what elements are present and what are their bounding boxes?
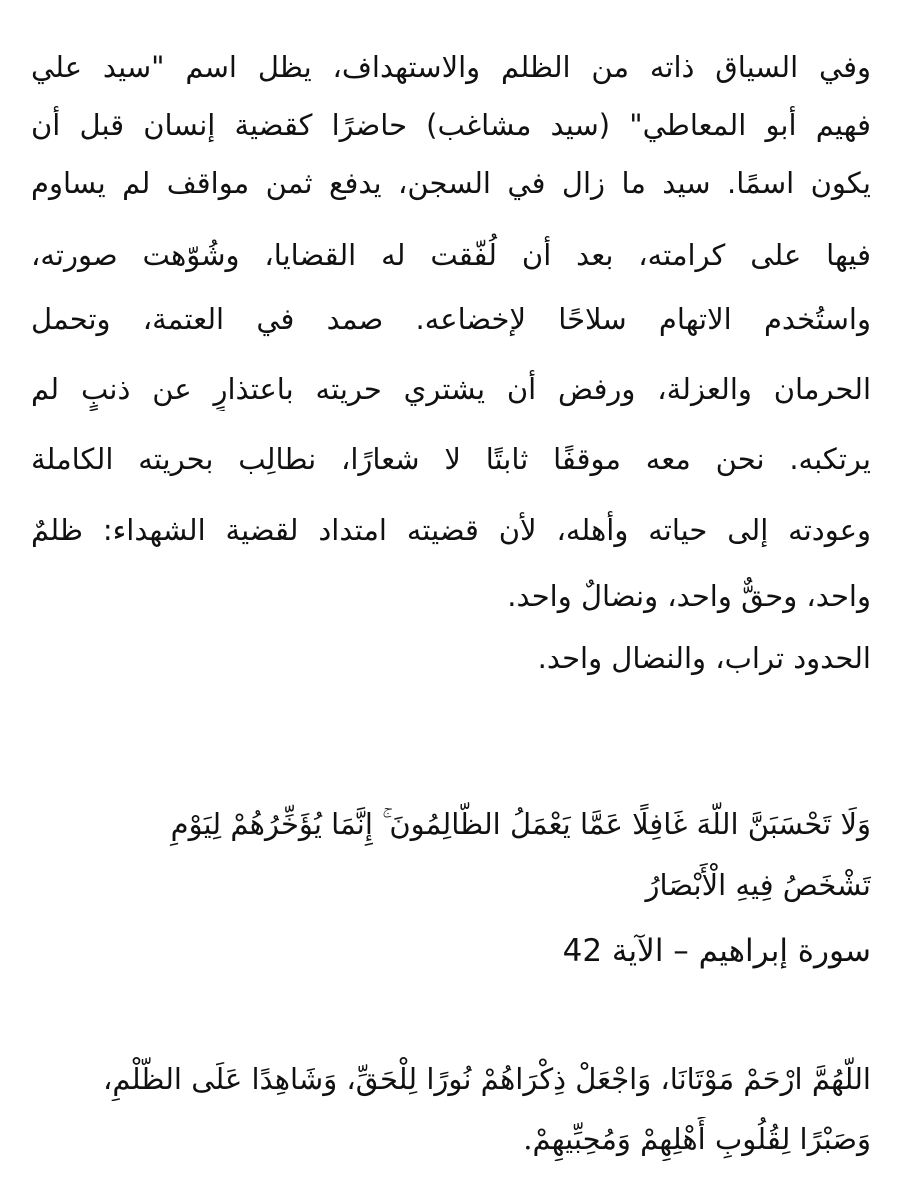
paragraph-line: واحد، وحقٌّ واحد، ونضالٌ واحد. bbox=[507, 579, 871, 613]
verse-line: تَشْخَصُ فِيهِ الْأَبْصَارُ bbox=[645, 868, 871, 902]
paragraph-line: وفي السياق ذاته من الظلم والاستهداف، يظل اسم "سيد علي bbox=[31, 50, 871, 84]
paragraph-line: فيها على كرامته، بعد أن لُفّقت له القضايا، وشُوّهت صورته، bbox=[31, 238, 871, 272]
dua-line: اللَّهُمَّ ارْحَمْ مَوْتَانَا، وَاجْعَلْ ذِكْرَاهُمْ نُورًا لِلْحَقِّ، وَشَاهِدًا عَلَى الظُّلْمِ، bbox=[103, 1062, 871, 1096]
paragraph-line: واستُخدم الاتهام سلاحًا لإخضاعه. صمد في العتمة، وتحمل bbox=[31, 302, 871, 336]
slogan-line: الحدود تراب، والنضال واحد. bbox=[537, 641, 871, 675]
paragraph-line: يكون اسمًا. سيد ما زال في السجن، يدفع ثمن مواقف لم يساوم bbox=[31, 166, 871, 200]
dua-line: وَصَبْرًا لِقُلُوبِ أَهْلِهِمْ وَمُحِبِّيهِمْ. bbox=[523, 1122, 871, 1156]
paragraph-line: يرتكبه. نحن معه موقفًا ثابتًا لا شعارًا، نطالِب بحريته الكاملة bbox=[31, 442, 871, 476]
paragraph-line: فهيم أبو المعاطي" (سيد مشاغب) حاضرًا كقضية إنسان قبل أن bbox=[31, 108, 871, 142]
verse-line: وَلَا تَحْسَبَنَّ اللَّهَ غَافِلًا عَمَّا يَعْمَلُ الظَّالِمُونَ ۚ إِنَّمَا يُؤَخِّرُهُمْ لِيَوْمٍ bbox=[170, 807, 871, 841]
verse-reference: سورة إبراهيم – الآية 42 bbox=[562, 933, 871, 969]
paragraph-line: الحرمان والعزلة، ورفض أن يشتري حريته باعتذارٍ عن ذنبٍ لم bbox=[31, 372, 871, 406]
paragraph-line: وعودته إلى حياته وأهله، لأن قضيته امتداد لقضية الشهداء: ظلمٌ bbox=[31, 513, 871, 547]
